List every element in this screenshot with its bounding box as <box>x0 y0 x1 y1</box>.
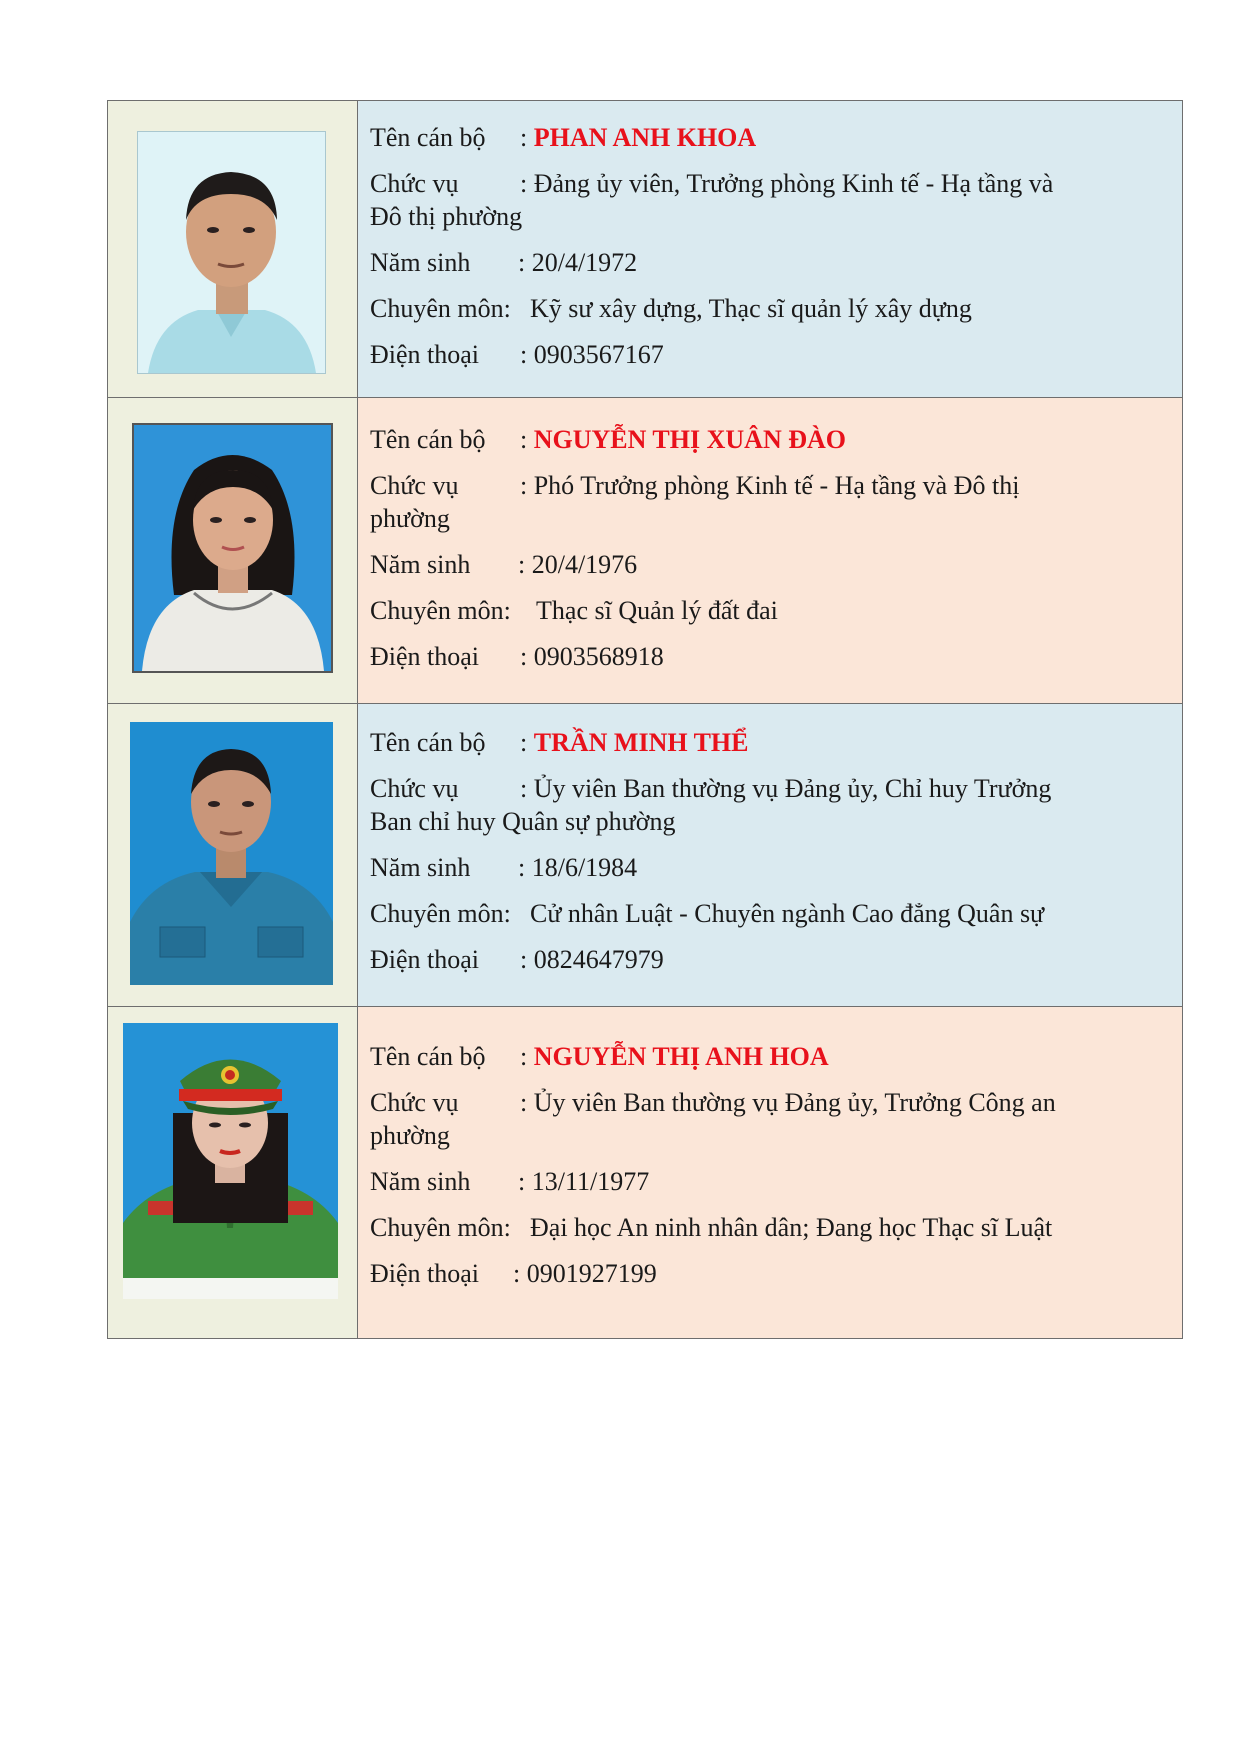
portrait-photo <box>132 423 333 673</box>
name-line: Tên cán bộ : PHAN ANH KHOA <box>370 123 757 152</box>
name-line: Tên cán bộ : NGUYỄN THỊ ANH HOA <box>370 1042 829 1071</box>
name-label: Tên cán bộ <box>370 1042 486 1071</box>
officer-name: PHAN ANH KHOA <box>533 123 757 152</box>
position-value: : Phó Trưởng phòng Kinh tế - Hạ tầng và Đô thị <box>520 471 1020 500</box>
position-label: Chức vụ <box>370 774 459 803</box>
birth-line <box>370 1165 1170 1198</box>
name-label: Tên cán bộ <box>370 425 486 454</box>
birth-line <box>370 246 1170 279</box>
specialty-label: Chuyên môn: <box>370 1213 511 1242</box>
position-label: Chức vụ <box>370 1088 459 1117</box>
phone-label: Điện thoại <box>370 1259 480 1288</box>
position-line <box>370 469 1170 502</box>
officer-row <box>108 1007 1183 1339</box>
officer-row <box>108 101 1183 398</box>
position-continued: Ban chỉ huy Quân sự phường <box>370 807 676 836</box>
officer-row <box>108 704 1183 1007</box>
position-line <box>370 167 1170 200</box>
officer-info <box>358 704 1183 1007</box>
specialty-value: Đại học An ninh nhân dân; Đang học Thạc sĩ Luật <box>530 1213 1053 1242</box>
position-continued: phường <box>370 504 450 533</box>
photo-cell <box>108 398 358 704</box>
specialty-label: Chuyên môn: <box>370 294 511 323</box>
phone-label: Điện thoại <box>370 642 480 671</box>
position-value: : Ủy viên Ban thường vụ Đảng ủy, Trưởng Công an <box>520 1088 1056 1117</box>
specialty-line <box>370 897 1170 930</box>
photo-cell <box>108 704 358 1007</box>
birth-value: : 20/4/1976 <box>518 550 638 579</box>
phone-value: : 0824647979 <box>520 945 664 974</box>
name-line: Tên cán bộ : NGUYỄN THỊ XUÂN ĐÀO <box>370 425 847 454</box>
portrait-photo <box>123 1023 338 1299</box>
phone-line <box>370 640 1170 673</box>
photo-cell <box>108 101 358 398</box>
portrait-photo <box>137 131 326 374</box>
officer-name: TRẦN MINH THỂ <box>533 728 749 757</box>
birth-value: : 20/4/1972 <box>518 248 638 277</box>
birth-label: Năm sinh <box>370 248 471 277</box>
birth-value: : 18/6/1984 <box>518 853 638 882</box>
position-value: : Đảng ủy viên, Trưởng phòng Kinh tế - Hạ tầng và <box>520 169 1054 198</box>
position-value: : Ủy viên Ban thường vụ Đảng ủy, Chỉ huy Trưởng <box>520 774 1052 803</box>
specialty-label: Chuyên môn: <box>370 596 511 625</box>
position-line <box>370 1086 1170 1119</box>
birth-line <box>370 851 1170 884</box>
photo-cell <box>108 1007 358 1339</box>
position-label: Chức vụ <box>370 471 459 500</box>
specialty-line <box>370 594 1170 627</box>
specialty-line <box>370 292 1170 325</box>
phone-value: : 0903568918 <box>520 642 664 671</box>
position-continued: phường <box>370 1121 450 1150</box>
phone-line <box>370 338 1170 371</box>
officer-info <box>358 1007 1183 1339</box>
officer-name: NGUYỄN THỊ XUÂN ĐÀO <box>533 425 847 454</box>
specialty-label: Chuyên môn: <box>370 899 511 928</box>
birth-label: Năm sinh <box>370 853 471 882</box>
specialty-value: Kỹ sư xây dựng, Thạc sĩ quản lý xây dựng <box>530 294 972 323</box>
phone-value: : 0903567167 <box>520 340 664 369</box>
staff-table <box>107 100 1183 1339</box>
phone-line <box>370 943 1170 976</box>
position-continued: Đô thị phường <box>370 202 523 231</box>
birth-label: Năm sinh <box>370 1167 471 1196</box>
position-line <box>370 772 1170 805</box>
officer-name: NGUYỄN THỊ ANH HOA <box>533 1042 829 1071</box>
officer-row <box>108 398 1183 704</box>
name-line: Tên cán bộ : TRẦN MINH THỂ <box>370 728 749 757</box>
specialty-value: Thạc sĩ Quản lý đất đai <box>530 596 778 625</box>
position-label: Chức vụ <box>370 169 459 198</box>
phone-label: Điện thoại <box>370 945 480 974</box>
name-label: Tên cán bộ <box>370 728 486 757</box>
officer-info <box>358 398 1183 704</box>
phone-line <box>370 1257 1170 1290</box>
birth-line <box>370 548 1170 581</box>
specialty-line <box>370 1211 1170 1244</box>
birth-label: Năm sinh <box>370 550 471 579</box>
specialty-value: Cử nhân Luật - Chuyên ngành Cao đẳng Quân sự <box>530 899 1045 928</box>
portrait-photo <box>130 722 333 985</box>
officer-info <box>358 101 1183 398</box>
phone-value: : 0901927199 <box>513 1259 657 1288</box>
birth-value: : 13/11/1977 <box>518 1167 650 1196</box>
name-label: Tên cán bộ <box>370 123 486 152</box>
phone-label: Điện thoại <box>370 340 480 369</box>
